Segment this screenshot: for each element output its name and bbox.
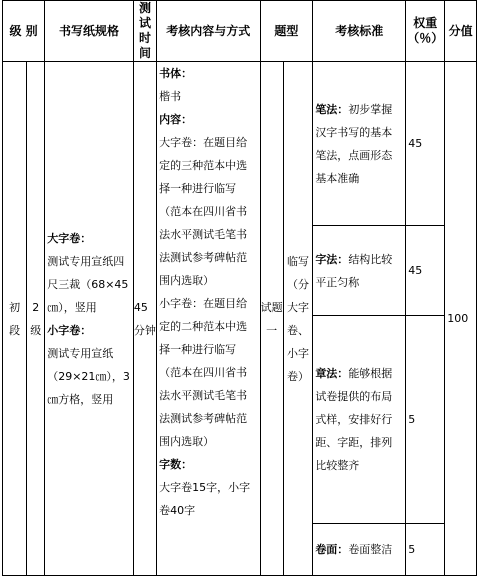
standard-cell-1 bbox=[313, 62, 406, 226]
standard-text: 能够根据试卷提供的布局式样，安排好行距、字距，排列比较整齐 bbox=[315, 367, 393, 472]
paper-big-title: 大字卷： bbox=[47, 231, 92, 245]
standard-text: 结构比较平正匀称 bbox=[315, 252, 393, 289]
content-count-title: 字数： bbox=[159, 458, 193, 471]
paper-small-text: 测试专用宣纸（29×21㎝），3㎝方格，竖用 bbox=[47, 346, 130, 406]
header-weight: 权重（％） bbox=[406, 1, 445, 62]
standard-title: 章法： bbox=[315, 367, 349, 380]
standard-cell-4 bbox=[313, 524, 406, 576]
content-cell bbox=[157, 62, 260, 576]
table-row bbox=[3, 62, 477, 226]
header-standard: 考核标准 bbox=[313, 1, 406, 62]
standard-title: 卷面： bbox=[315, 543, 349, 556]
weight-cell-1: 45 bbox=[406, 62, 445, 226]
standard-title: 笔法： bbox=[315, 102, 349, 116]
standard-cell-2 bbox=[313, 226, 406, 316]
standard-title: 字法： bbox=[315, 252, 349, 266]
content-small-text: 小字卷：在题目给定的二种范本中选择一种进行临写（范本在四川省书法水平测试毛笔书法测试参考碑帖范围内选取） bbox=[159, 297, 248, 448]
exam-standard-table bbox=[2, 0, 477, 576]
standard-text: 卷面整洁 bbox=[348, 543, 393, 556]
paper-small-title: 小字卷： bbox=[47, 323, 92, 337]
content-big-text: 大字卷：在题目给定的三种范本中选择一种进行临写（范本在四川省书法水平测试毛笔书法测试参考碑帖范围内选取） bbox=[159, 136, 248, 287]
header-type: 题型 bbox=[260, 1, 313, 62]
type-b-cell: 临写（分大字卷、小字卷） bbox=[283, 62, 313, 576]
header-time: 测试时间 bbox=[133, 1, 156, 62]
header-paper: 书写纸规格 bbox=[45, 1, 134, 62]
paper-cell bbox=[45, 62, 134, 576]
grade-cell: 2级 bbox=[27, 62, 45, 576]
content-count-text: 大字卷15字，小字卷40字 bbox=[159, 481, 251, 517]
weight-cell-4: 5 bbox=[406, 524, 445, 576]
standard-text: 初步掌握汉字书写的基本笔法，点画形态基本准确 bbox=[315, 102, 393, 185]
type-a-cell: 试题一 bbox=[260, 62, 283, 576]
standard-cell-3 bbox=[313, 316, 406, 524]
weight-cell-2: 45 bbox=[406, 226, 445, 316]
weight-cell-3: 5 bbox=[406, 316, 445, 524]
header-score: 分值 bbox=[445, 1, 477, 62]
paper-big-text: 测试专用宣纸四尺三裁（68×45㎝），竖用 bbox=[47, 254, 129, 314]
level-cell: 初段 bbox=[3, 62, 27, 576]
content-font-title: 书体： bbox=[159, 67, 193, 80]
content-font-text: 楷书 bbox=[159, 90, 182, 103]
header-row bbox=[3, 1, 477, 62]
header-level: 级 别 bbox=[3, 1, 45, 62]
score-cell: 100 bbox=[445, 62, 477, 576]
header-content: 考核内容与方式 bbox=[157, 1, 260, 62]
time-cell: 45分钟 bbox=[133, 62, 156, 576]
content-content-title: 内容： bbox=[159, 113, 193, 126]
